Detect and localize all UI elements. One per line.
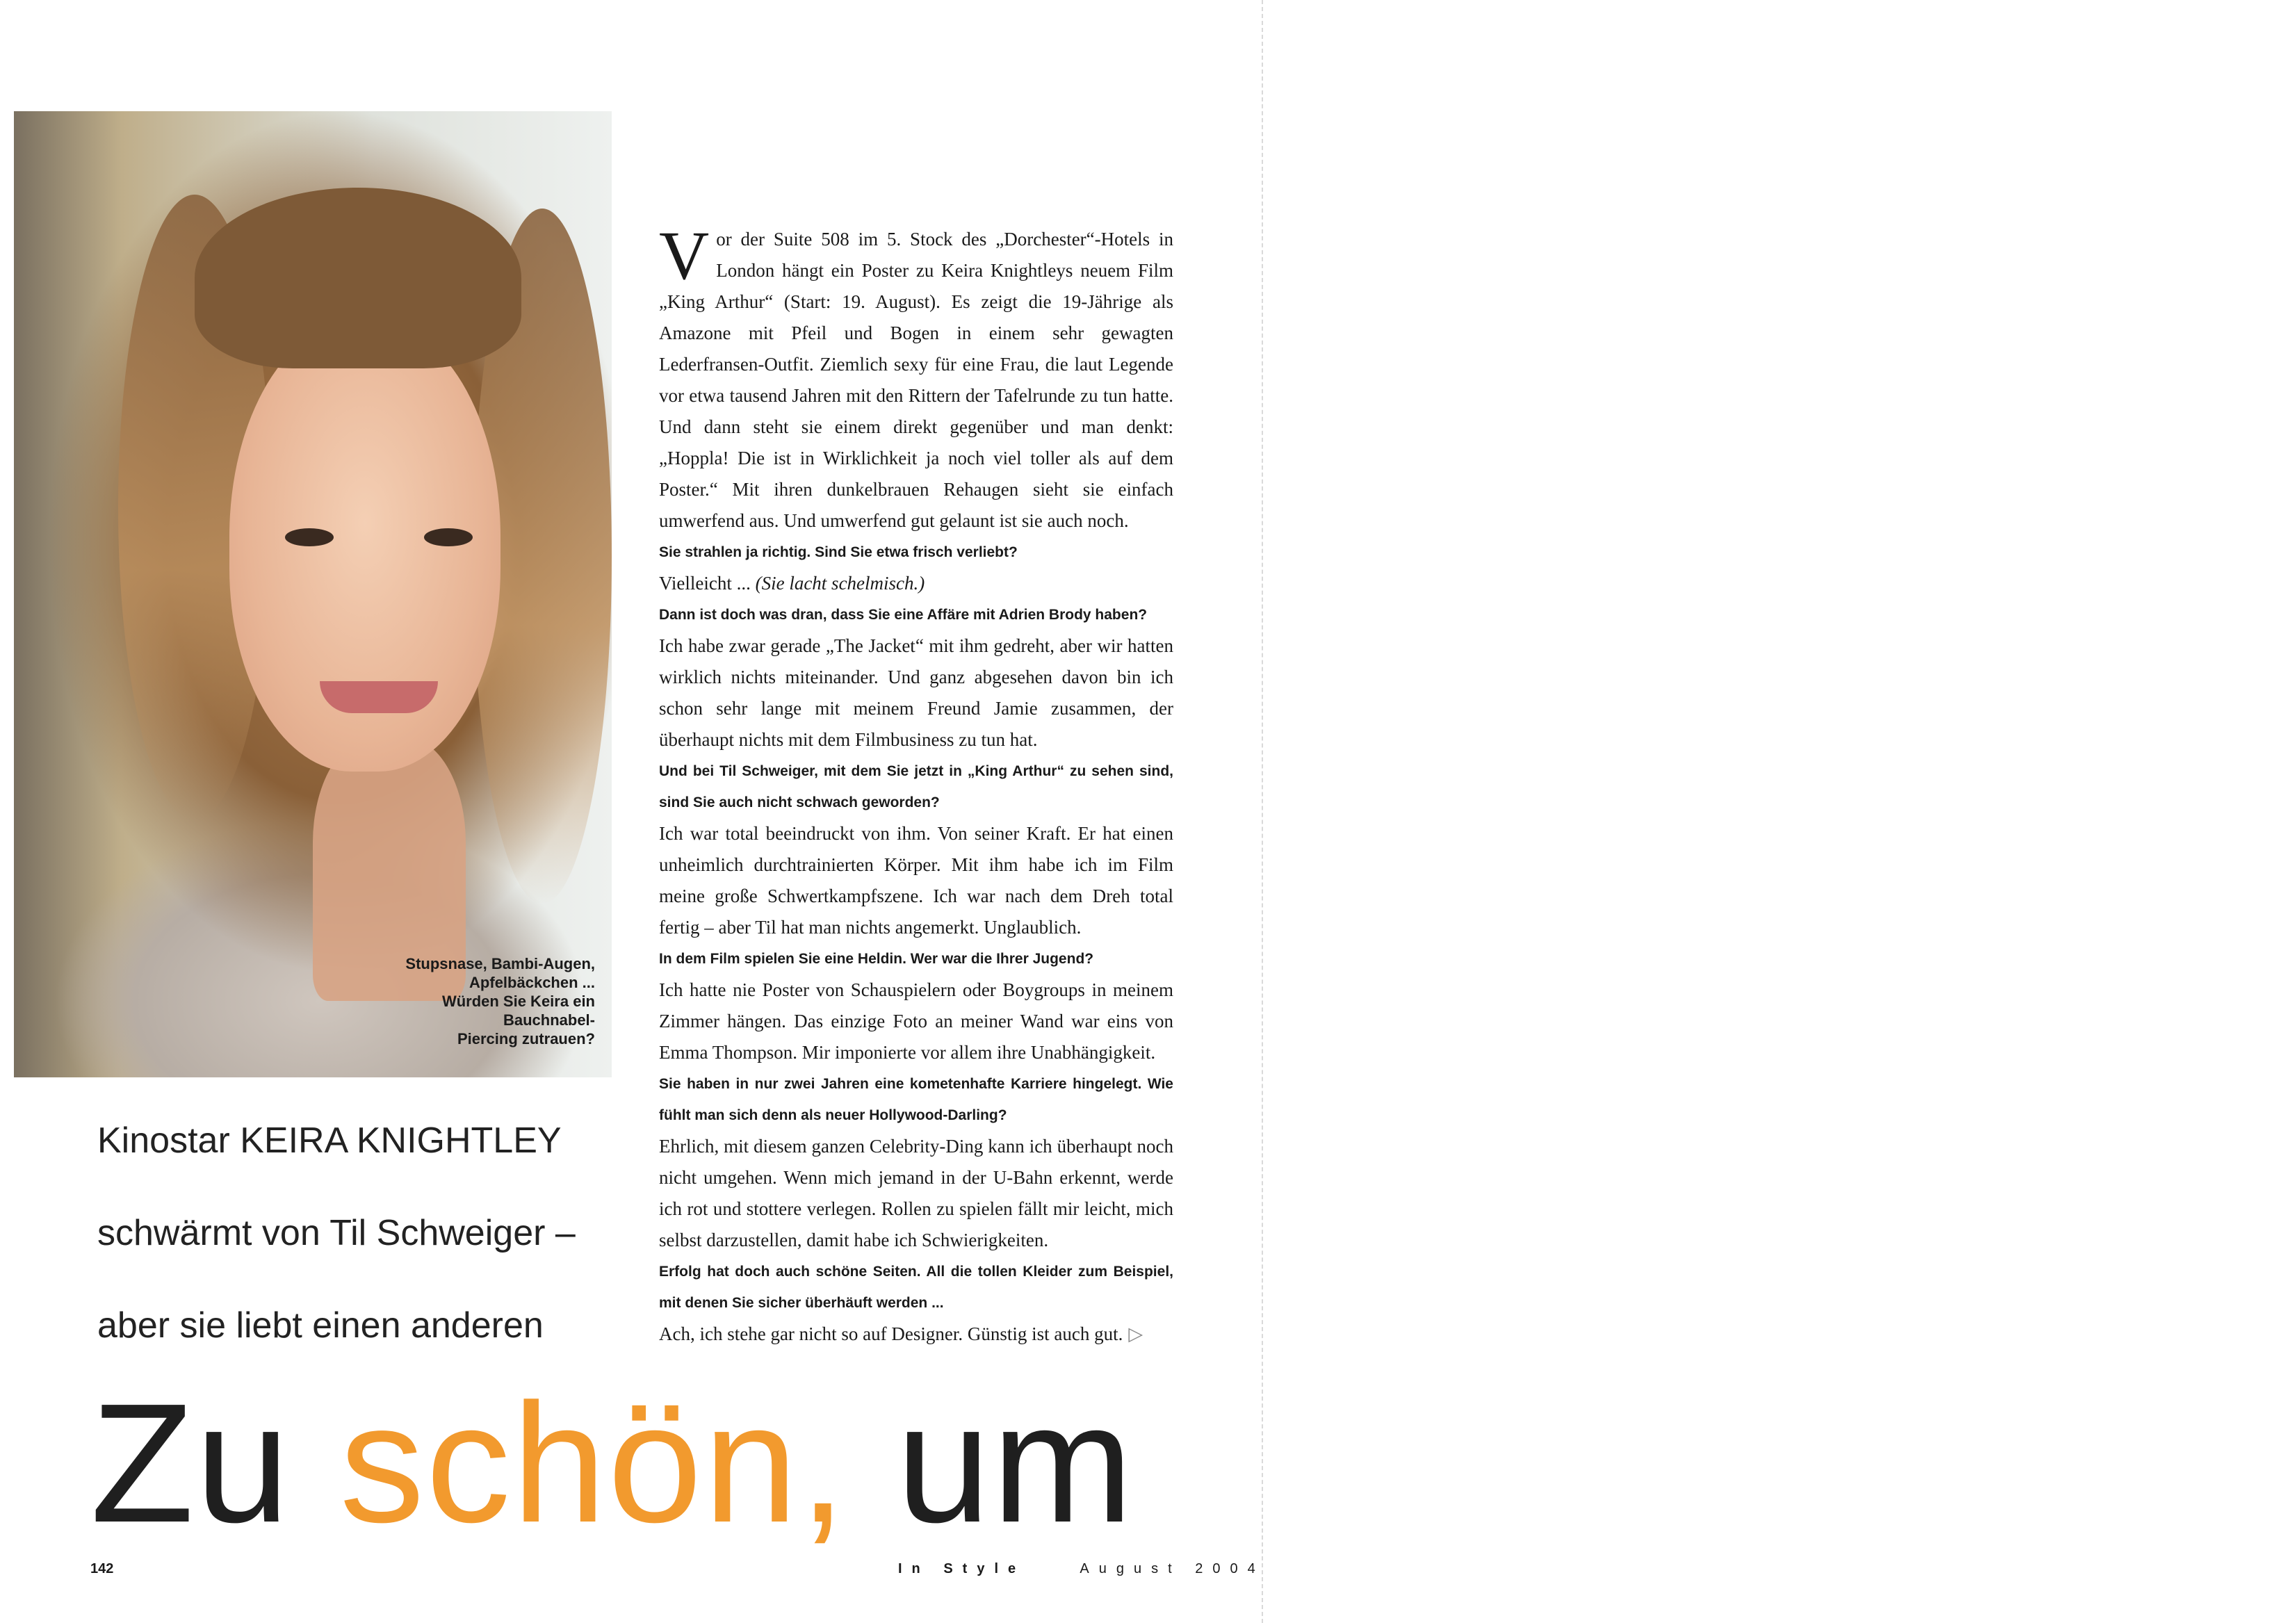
continue-arrow-icon: ▷: [1128, 1323, 1143, 1344]
article-body: [659, 217, 1173, 1350]
deck-line: Kinostar KEIRA KNIGHTLEY: [97, 1120, 562, 1161]
interview-answer: Ich habe zwar gerade „The Jacket“ mit ihm gedreht, aber wir hatten wirklich nichts miteinander. Und ganz abgesehen davon bin ich schon sehr lange mit meinem Freund Jamie zusammen, der überhaupt nichts mit dem Filmbusiness zu tun hat.: [659, 635, 1173, 750]
caption-line: Stupsnase, Bambi-Augen,: [405, 955, 595, 972]
caption-line: Piercing zutrauen?: [457, 1030, 595, 1047]
photo-caption: [386, 954, 595, 1048]
magazine-footer: [898, 1561, 1265, 1577]
photo-eye-right: [424, 528, 473, 546]
magazine-brand: In Style: [898, 1561, 1026, 1576]
interview-answer: Ich war total beeindruckt von ihm. Von seiner Kraft. Er hat einen unheimlich durchtrainierten Körper. Mit ihm habe ich im Film meine große Schwertkampfszene. Ich war nach dem Dreh total fertig – aber Til hat man nichts angemerkt. Unglaublich.: [659, 823, 1173, 938]
paragraph-text: or der Suite 508 im 5. Stock des „Dorchester“-Hotels in London hängt ein Poster zu Keira Knightleys neuem Film „King Arthur“ (Start: 19. August). Es zeigt die 19-Jährige als Amazone mit Pfeil und Bogen in einem sehr gewagten Lederfransen-Outfit. Ziemlich sexy für eine Frau, die laut Legende vor etwa tausend Jahren mit den Rittern der Tafelrunde zu tun hatte. Und dann steht sie einem direkt gegenüber und man denkt: „Hoppla! Die ist in Wirklichkeit ja noch viel toller als auf dem Poster.“ Mit ihren dunkelbrauen Rehaugen sieht sie einfach umwerfend aus. Und umwerfend gut gelaunt ist sie auch noch.: [659, 229, 1173, 531]
issue-date: August 2004: [1080, 1561, 1265, 1576]
deck-line: aber sie liebt einen anderen: [97, 1305, 544, 1346]
article-paragraph: [659, 217, 1173, 537]
interview-question: Erfolg hat doch auch schöne Seiten. All die tollen Kleider zum Beispiel, mit denen Sie sicher überhäuft werden ...: [659, 1264, 1173, 1311]
answer-text: Ach, ich stehe gar nicht so auf Designer. Günstig ist auch gut.: [659, 1323, 1123, 1344]
interview-answer: [659, 568, 1173, 599]
stage-direction: (Sie lacht schelmisch.): [755, 573, 925, 594]
caption-line: Würden Sie Keira ein: [441, 993, 595, 1010]
headline-part: Zu: [90, 1368, 340, 1558]
interview-answer: Ich hatte nie Poster von Schauspielern oder Boygroups in meinem Zimmer hängen. Das einzige Foto an meiner Wand war eins von Emma Thompson. Mir imponierte vor allem ihre Unabhängigkeit.: [659, 979, 1173, 1063]
interview-answer: Ehrlich, mit diesem ganzen Celebrity-Ding kann ich überhaupt noch nicht umgehen. Wenn mich jemand in der U-Bahn erkennt, werde ich rot und stottere verlegen. Rollen zu spielen fällt mir leicht, mich selbst darzustellen, damit habe ich Schwierigkeiten.: [659, 1136, 1173, 1250]
drop-cap: V: [659, 217, 710, 294]
headline-part: um: [847, 1368, 1135, 1558]
answer-text: Vielleicht ...: [659, 573, 756, 594]
interview-answer: [659, 1319, 1173, 1350]
interview-question: Dann ist doch was dran, dass Sie eine Affäre mit Adrien Brody haben?: [659, 607, 1148, 623]
photo-hair-top: [195, 188, 521, 368]
article-deck: [97, 1112, 626, 1389]
headline-accent: schön,: [339, 1368, 848, 1558]
portrait-photo: [14, 111, 612, 1077]
page-number: 142: [90, 1561, 114, 1576]
caption-line: Bauchnabel-: [503, 1011, 595, 1029]
photo-mouth: [320, 681, 438, 713]
article-headline: [90, 1368, 1272, 1558]
interview-question: Sie strahlen ja richtig. Sind Sie etwa frisch verliebt?: [659, 544, 1018, 560]
interview-question: Und bei Til Schweiger, mit dem Sie jetzt in „King Arthur“ zu sehen sind, sind Sie auch nicht schwach geworden?: [659, 763, 1173, 810]
caption-line: Apfelbäckchen ...: [469, 974, 595, 991]
interview-question: Sie haben in nur zwei Jahren eine kometenhafte Karriere hingelegt. Wie fühlt man sich denn als neuer Hollywood-Darling?: [659, 1076, 1173, 1123]
deck-line: schwärmt von Til Schweiger –: [97, 1213, 576, 1253]
photo-eye-left: [285, 528, 334, 546]
interview-question: In dem Film spielen Sie eine Heldin. Wer war die Ihrer Jugend?: [659, 951, 1094, 967]
